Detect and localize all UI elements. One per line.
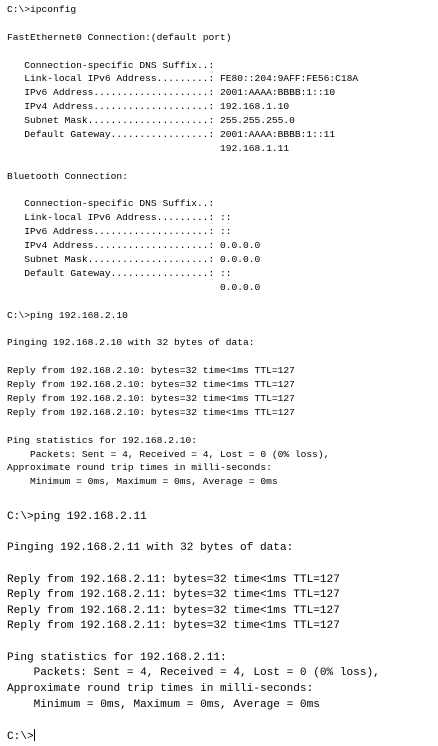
terminal-line: C:\>ipconfig xyxy=(7,4,77,15)
terminal-line: C:\>ping 192.168.2.10 xyxy=(7,309,128,321)
terminal-line: Default Gateway.................: 2001:AAAA:BBBB:1::11 xyxy=(7,129,336,141)
terminal-line: Default Gateway.................: :: xyxy=(7,267,232,279)
terminal-line: Minimum = 0ms, Maximum = 0ms, Average = 0ms xyxy=(7,698,320,711)
terminal-line: Subnet Mask.....................: 0.0.0.0 xyxy=(7,254,261,266)
terminal-line: Connection-specific DNS Suffix..: xyxy=(7,59,215,71)
terminal-line xyxy=(7,322,358,336)
terminal-line xyxy=(7,295,358,309)
terminal-line xyxy=(7,17,358,31)
active-prompt-line[interactable] xyxy=(7,729,380,745)
terminal-line xyxy=(7,420,358,434)
terminal-line: Link-local IPv6 Address.........: :: xyxy=(7,212,232,224)
terminal-line: 0.0.0.0 xyxy=(7,281,261,293)
terminal-line: Reply from 192.168.2.10: bytes=32 time<1ms TTL=127 xyxy=(7,365,295,377)
text-cursor xyxy=(34,729,35,741)
terminal-line xyxy=(7,557,380,573)
terminal-line: Pinging 192.168.2.10 with 32 bytes of data: xyxy=(7,337,255,349)
terminal-line: Ping statistics for 192.168.2.11: xyxy=(7,651,227,664)
terminal-line xyxy=(7,184,358,198)
terminal-line: Packets: Sent = 4, Received = 4, Lost = 0 (0% loss), xyxy=(7,667,380,680)
terminal-line: Link-local IPv6 Address.........: FE80::204:9AFF:FE56:C18A xyxy=(7,73,359,85)
terminal-line: IPv4 Address....................: 0.0.0.0 xyxy=(7,240,261,252)
terminal-line: Minimum = 0ms, Maximum = 0ms, Average = 0ms xyxy=(7,476,278,488)
terminal-line: Approximate round trip times in milli-seconds: xyxy=(7,683,314,696)
ipconfig-and-first-ping-output xyxy=(7,3,358,489)
terminal-line: 192.168.1.11 xyxy=(7,142,290,154)
terminal-line: FastEthernet0 Connection:(default port) xyxy=(7,31,232,43)
terminal-line xyxy=(7,635,380,651)
terminal-line: IPv4 Address....................: 192.168.1.10 xyxy=(7,101,290,113)
terminal-line: Reply from 192.168.2.11: bytes=32 time<1ms TTL=127 xyxy=(7,573,340,586)
second-ping-output xyxy=(7,510,380,745)
terminal-line: C:\>ping 192.168.2.11 xyxy=(7,511,147,523)
terminal-line: Reply from 192.168.2.11: bytes=32 time<1ms TTL=127 xyxy=(7,589,340,602)
terminal-line: Ping statistics for 192.168.2.10: xyxy=(7,434,197,446)
terminal-line: Packets: Sent = 4, Received = 4, Lost = 0 (0% loss), xyxy=(7,448,330,460)
terminal-line xyxy=(7,713,380,729)
terminal-line: Approximate round trip times in milli-seconds: xyxy=(7,462,272,474)
terminal-line xyxy=(7,156,358,170)
terminal-line: Reply from 192.168.2.10: bytes=32 time<1ms TTL=127 xyxy=(7,392,295,404)
terminal-line: Reply from 192.168.2.11: bytes=32 time<1ms TTL=127 xyxy=(7,604,340,617)
terminal-line: Pinging 192.168.2.11 with 32 bytes of data: xyxy=(7,542,294,555)
terminal-line: Reply from 192.168.2.11: bytes=32 time<1ms TTL=127 xyxy=(7,620,340,633)
terminal-line xyxy=(7,526,380,542)
terminal-line xyxy=(7,45,358,59)
terminal-line: Reply from 192.168.2.10: bytes=32 time<1ms TTL=127 xyxy=(7,379,295,391)
command-prompt: C:\> xyxy=(7,730,34,743)
terminal-line: Bluetooth Connection: xyxy=(7,170,128,182)
terminal-line: Connection-specific DNS Suffix..: xyxy=(7,198,215,210)
terminal-line: IPv6 Address....................: 2001:AAAA:BBBB:1::10 xyxy=(7,87,336,99)
terminal-line: IPv6 Address....................: :: xyxy=(7,226,232,238)
terminal-line: Reply from 192.168.2.10: bytes=32 time<1ms TTL=127 xyxy=(7,406,295,418)
terminal-line xyxy=(7,350,358,364)
terminal-line: Subnet Mask.....................: 255.255.255.0 xyxy=(7,115,295,127)
